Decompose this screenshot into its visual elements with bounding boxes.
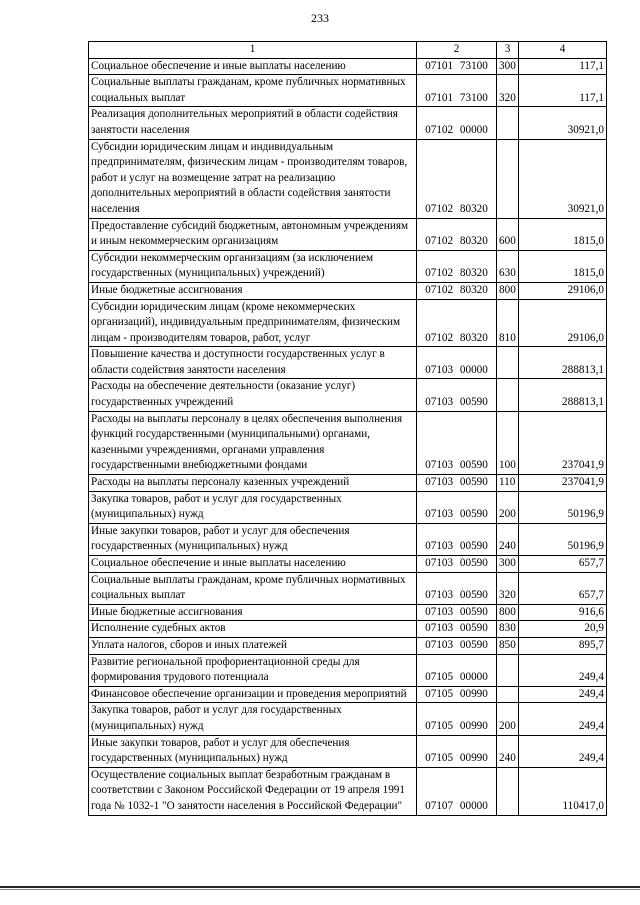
row-code: 07103 00590 bbox=[417, 523, 497, 555]
row-code: 07102 00000 bbox=[417, 107, 497, 139]
row-name: Иные закупки товаров, работ и услуг для обеспечения государственных (муниципальных) нужд bbox=[89, 523, 417, 555]
header-col-code: 2 bbox=[417, 42, 497, 59]
header-col-name: 1 bbox=[89, 42, 417, 59]
row-code: 07105 00990 bbox=[417, 703, 497, 735]
table-row bbox=[89, 637, 607, 654]
row-name: Развитие региональной профориентационной среды для формирования трудового потенциала bbox=[89, 654, 417, 686]
page-number: 233 bbox=[311, 11, 329, 25]
row-code: 07103 00590 bbox=[417, 475, 497, 492]
table-row bbox=[89, 621, 607, 638]
row-vr: 300 bbox=[497, 556, 519, 573]
row-sum: 249,4 bbox=[519, 735, 607, 767]
row-sum: 916,6 bbox=[519, 604, 607, 621]
row-name: Социальные выплаты гражданам, кроме публичных нормативных социальных выплат bbox=[89, 572, 417, 604]
row-code: 07103 00590 bbox=[417, 637, 497, 654]
row-name: Расходы на выплаты персоналу казенных учреждений bbox=[89, 475, 417, 492]
row-name: Субсидии некоммерческим организациям (за исключением государственных (муниципальных) учреждений) bbox=[89, 250, 417, 282]
row-name: Социальное обеспечение и иные выплаты населению bbox=[89, 58, 417, 75]
row-code: 07103 00590 bbox=[417, 379, 497, 411]
row-vr bbox=[497, 347, 519, 379]
row-vr: 240 bbox=[497, 523, 519, 555]
row-vr bbox=[497, 379, 519, 411]
scan-edge-line bbox=[0, 886, 640, 888]
row-sum: 30921,0 bbox=[519, 139, 607, 218]
row-name: Осуществление социальных выплат безработным гражданам в соответствии с Законом Российской Федерации от 19 апреля 1991 года № 1032-1 "О занятости населения в Российской Федерации" bbox=[89, 767, 417, 815]
row-code: 07103 00590 bbox=[417, 621, 497, 638]
row-code: 07102 80320 bbox=[417, 250, 497, 282]
table-row bbox=[89, 767, 607, 815]
table-row bbox=[89, 491, 607, 523]
row-name: Иные закупки товаров, работ и услуг для обеспечения государственных (муниципальных) нужд bbox=[89, 735, 417, 767]
row-vr: 850 bbox=[497, 637, 519, 654]
row-name: Субсидии юридическим лицам и индивидуальным предпринимателям, физическим лицам - производителям товаров, работ и услуг на возмещение затрат на реализацию дополнительных мероприятий в области содействия занятости населения bbox=[89, 139, 417, 218]
row-sum: 249,4 bbox=[519, 686, 607, 703]
row-code: 07102 80320 bbox=[417, 299, 497, 347]
row-vr bbox=[497, 767, 519, 815]
row-name: Реализация дополнительных мероприятий в области содействия занятости населения bbox=[89, 107, 417, 139]
row-sum: 895,7 bbox=[519, 637, 607, 654]
row-name: Субсидии юридическим лицам (кроме некоммерческих организаций), индивидуальным предпринимателям, физическим лицам - производителям товаров, работ, услуг bbox=[89, 299, 417, 347]
row-sum: 20,9 bbox=[519, 621, 607, 638]
row-vr: 320 bbox=[497, 572, 519, 604]
row-vr bbox=[497, 686, 519, 703]
table-row bbox=[89, 75, 607, 107]
row-sum: 29106,0 bbox=[519, 282, 607, 299]
row-sum: 29106,0 bbox=[519, 299, 607, 347]
table-row bbox=[89, 735, 607, 767]
row-sum: 249,4 bbox=[519, 703, 607, 735]
row-vr: 800 bbox=[497, 282, 519, 299]
table-row bbox=[89, 107, 607, 139]
table-row bbox=[89, 379, 607, 411]
table-row bbox=[89, 299, 607, 347]
row-name: Закупка товаров, работ и услуг для государственных (муниципальных) нужд bbox=[89, 491, 417, 523]
row-vr: 240 bbox=[497, 735, 519, 767]
row-name: Социальные выплаты гражданам, кроме публичных нормативных социальных выплат bbox=[89, 75, 417, 107]
row-name: Повышение качества и доступности государственных услуг в области содействия занятости населения bbox=[89, 347, 417, 379]
row-code: 07103 00000 bbox=[417, 347, 497, 379]
row-code: 07101 73100 bbox=[417, 75, 497, 107]
table-row bbox=[89, 572, 607, 604]
row-code: 07103 00590 bbox=[417, 411, 497, 474]
row-name: Расходы на выплаты персоналу в целях обеспечения выполнения функций государственными (муниципальными) органами, казенными учреждениями, органами управления государственными внебюджетными фондами bbox=[89, 411, 417, 474]
row-name: Иные бюджетные ассигнования bbox=[89, 604, 417, 621]
row-vr bbox=[497, 654, 519, 686]
row-code: 07105 00000 bbox=[417, 654, 497, 686]
row-sum: 1815,0 bbox=[519, 250, 607, 282]
row-sum: 117,1 bbox=[519, 75, 607, 107]
budget-table bbox=[88, 41, 607, 816]
row-sum: 110417,0 bbox=[519, 767, 607, 815]
row-code: 07105 00990 bbox=[417, 735, 497, 767]
row-code: 07107 00000 bbox=[417, 767, 497, 815]
row-name: Социальное обеспечение и иные выплаты населению bbox=[89, 556, 417, 573]
table-row bbox=[89, 654, 607, 686]
row-vr: 100 bbox=[497, 411, 519, 474]
table-row bbox=[89, 703, 607, 735]
header-col-vr: 3 bbox=[497, 42, 519, 59]
row-code: 07101 73100 bbox=[417, 58, 497, 75]
table-row bbox=[89, 139, 607, 218]
row-code: 07105 00990 bbox=[417, 686, 497, 703]
scan-edge-line-shadow bbox=[0, 889, 640, 890]
row-name: Финансовое обеспечение организации и проведения мероприятий bbox=[89, 686, 417, 703]
row-name: Закупка товаров, работ и услуг для государственных (муниципальных) нужд bbox=[89, 703, 417, 735]
row-code: 07103 00590 bbox=[417, 604, 497, 621]
table-row bbox=[89, 686, 607, 703]
row-sum: 117,1 bbox=[519, 58, 607, 75]
table-row bbox=[89, 604, 607, 621]
row-code: 07102 80320 bbox=[417, 139, 497, 218]
row-sum: 249,4 bbox=[519, 654, 607, 686]
row-code: 07102 80320 bbox=[417, 282, 497, 299]
row-sum: 30921,0 bbox=[519, 107, 607, 139]
row-name: Предоставление субсидий бюджетным, автономным учреждениям и иным некоммерческим организациям bbox=[89, 218, 417, 250]
table-row bbox=[89, 250, 607, 282]
row-code: 07103 00590 bbox=[417, 491, 497, 523]
row-vr: 300 bbox=[497, 58, 519, 75]
row-code: 07103 00590 bbox=[417, 572, 497, 604]
row-vr: 320 bbox=[497, 75, 519, 107]
row-vr: 600 bbox=[497, 218, 519, 250]
row-sum: 50196,9 bbox=[519, 491, 607, 523]
row-sum: 237041,9 bbox=[519, 475, 607, 492]
row-vr: 200 bbox=[497, 703, 519, 735]
table-row bbox=[89, 218, 607, 250]
table-row bbox=[89, 475, 607, 492]
row-vr: 810 bbox=[497, 299, 519, 347]
row-vr bbox=[497, 139, 519, 218]
row-name: Исполнение судебных актов bbox=[89, 621, 417, 638]
row-vr bbox=[497, 107, 519, 139]
row-name: Иные бюджетные ассигнования bbox=[89, 282, 417, 299]
row-sum: 50196,9 bbox=[519, 523, 607, 555]
row-sum: 657,7 bbox=[519, 556, 607, 573]
table-row bbox=[89, 411, 607, 474]
row-vr: 800 bbox=[497, 604, 519, 621]
row-vr: 200 bbox=[497, 491, 519, 523]
table-row bbox=[89, 58, 607, 75]
table-row bbox=[89, 556, 607, 573]
table-row bbox=[89, 523, 607, 555]
row-sum: 1815,0 bbox=[519, 218, 607, 250]
row-vr: 830 bbox=[497, 621, 519, 638]
row-name: Расходы на обеспечение деятельности (оказание услуг) государственных учреждений bbox=[89, 379, 417, 411]
row-vr: 110 bbox=[497, 475, 519, 492]
row-sum: 657,7 bbox=[519, 572, 607, 604]
row-sum: 237041,9 bbox=[519, 411, 607, 474]
table-row bbox=[89, 282, 607, 299]
row-sum: 288813,1 bbox=[519, 347, 607, 379]
table-header-row bbox=[89, 42, 607, 59]
header-col-sum: 4 bbox=[519, 42, 607, 59]
row-vr: 630 bbox=[497, 250, 519, 282]
row-code: 07103 00590 bbox=[417, 556, 497, 573]
row-sum: 288813,1 bbox=[519, 379, 607, 411]
row-code: 07102 80320 bbox=[417, 218, 497, 250]
table-row bbox=[89, 347, 607, 379]
row-name: Уплата налогов, сборов и иных платежей bbox=[89, 637, 417, 654]
